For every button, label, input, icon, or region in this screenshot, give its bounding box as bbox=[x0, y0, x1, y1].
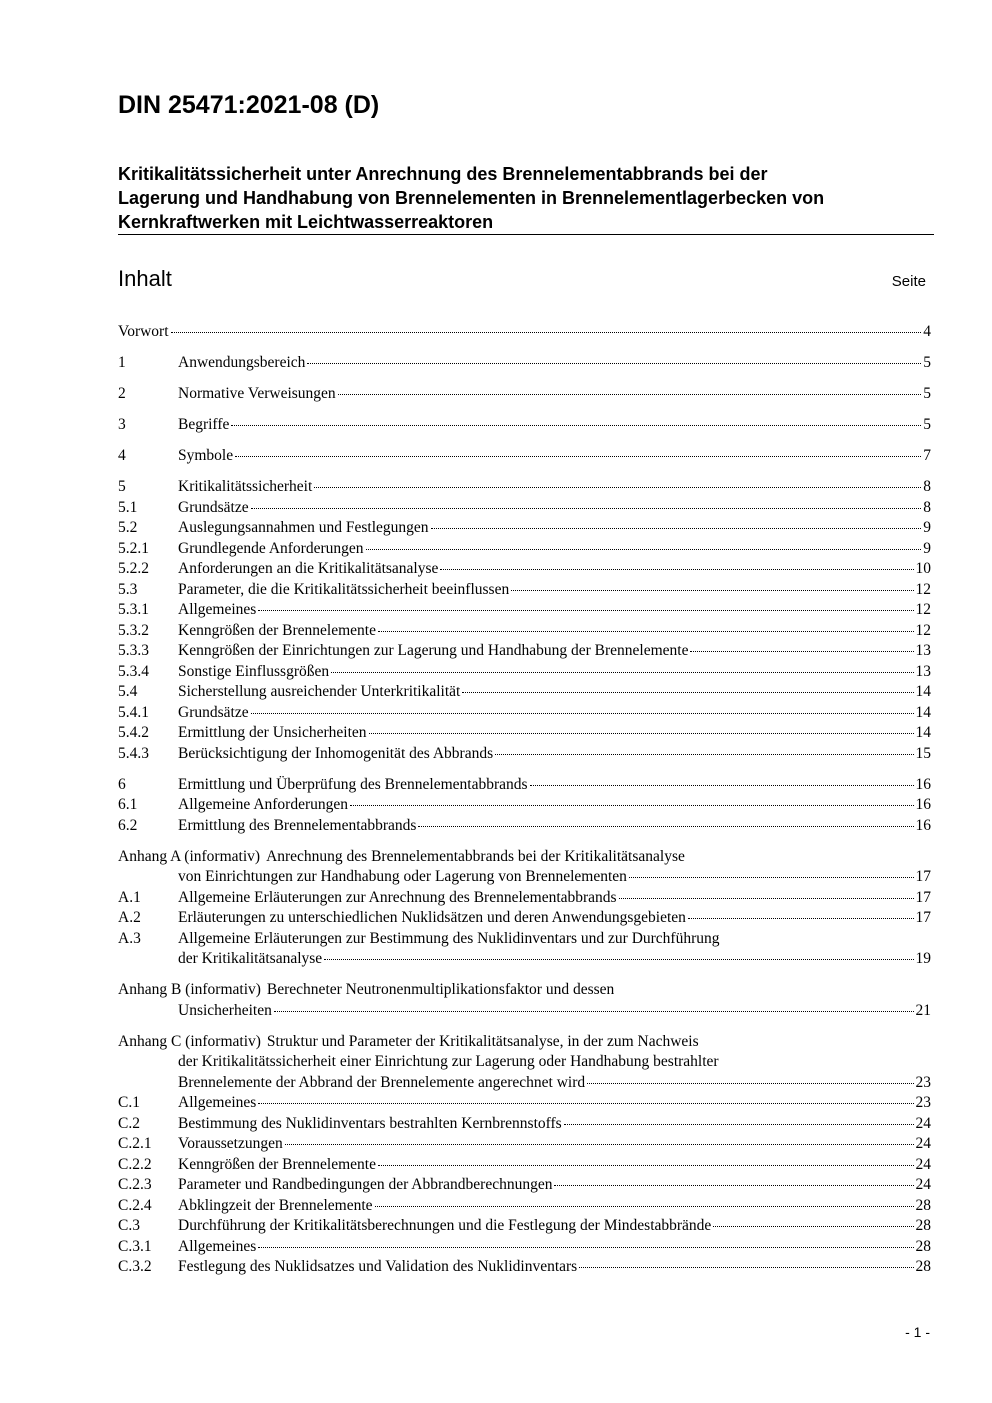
toc-entry-page: 14 bbox=[915, 683, 931, 700]
toc-entry[interactable] bbox=[118, 744, 931, 765]
toc-entry-label: Auslegungsannahmen und Festlegungen bbox=[178, 519, 429, 536]
toc-entry-page: 24 bbox=[915, 1114, 931, 1132]
toc-leader bbox=[369, 733, 914, 734]
toc-entry[interactable] bbox=[118, 518, 931, 539]
toc-entry-page: 12 bbox=[915, 621, 931, 639]
toc-entry[interactable] bbox=[118, 641, 931, 662]
toc-entry-number: 5 bbox=[118, 478, 126, 495]
toc-entry[interactable] bbox=[118, 723, 931, 744]
toc-entry-label: Kenngrößen der Einrichtungen zur Lagerung und Handhabung der Brennelemente bbox=[178, 642, 689, 659]
toc-entry-number: 5.4 bbox=[118, 683, 138, 700]
toc-entry-number: 6 bbox=[118, 775, 126, 793]
toc-entry-label: von Einrichtungen zur Handhabung oder Lagerung von Brennelementen bbox=[178, 868, 627, 885]
toc-entry-label: Anforderungen an die Kritikalitätsanalyse bbox=[178, 560, 439, 577]
toc-entry-label: Struktur und Parameter der Kritikalitätsanalyse, in der zum Nachweis bbox=[266, 1032, 699, 1050]
toc-entry[interactable] bbox=[118, 498, 931, 519]
toc-leader bbox=[375, 1206, 914, 1207]
toc-entry-label: Vorwort bbox=[118, 323, 169, 340]
toc-entry[interactable] bbox=[118, 1257, 931, 1278]
toc-entry-number: 5.3.4 bbox=[118, 662, 149, 680]
toc-leader bbox=[350, 805, 913, 806]
toc-entry-label: Berechneter Neutronenmultiplikationsfaktor und dessen bbox=[266, 981, 615, 998]
toc-entry[interactable] bbox=[118, 384, 931, 405]
toc-entry-label: Allgemeines bbox=[178, 1094, 257, 1111]
toc-entry-page: 23 bbox=[915, 1094, 931, 1111]
toc-leader bbox=[366, 549, 922, 550]
toc-entry-label: Sicherstellung ausreichender Unterkritikalität bbox=[178, 683, 461, 700]
toc-entry-label: Allgemeine Erläuterungen zur Anrechnung des Brennelementabbrands bbox=[178, 888, 617, 906]
toc-entry-label: Ermittlung und Überprüfung des Brennelementabbrands bbox=[178, 775, 528, 793]
toc-leader bbox=[274, 1011, 914, 1012]
document-title-line: Kernkraftwerken mit Leichtwasserreaktoren bbox=[118, 212, 494, 232]
toc-entry-label: Ermittlung der Unsicherheiten bbox=[178, 724, 367, 741]
toc-entry-label: Grundlegende Anforderungen bbox=[178, 539, 364, 557]
toc-entry-number: 6.1 bbox=[118, 796, 138, 813]
document-title bbox=[118, 162, 934, 234]
toc-entry-label: Grundsätze bbox=[178, 498, 249, 516]
toc-annex-prefix: Anhang C (informativ) bbox=[118, 1032, 261, 1050]
toc-entry-number: A.2 bbox=[118, 909, 141, 926]
document-header bbox=[118, 88, 934, 235]
toc-entry-page: 9 bbox=[923, 539, 931, 557]
toc-entry[interactable] bbox=[118, 1175, 931, 1196]
toc-entry-number: 5.4.1 bbox=[118, 703, 149, 721]
toc-heading-row bbox=[118, 266, 926, 292]
toc-entry-label: Parameter, die die Kritikalitätssicherheit beeinflussen bbox=[178, 580, 510, 598]
toc-entry[interactable] bbox=[118, 559, 931, 580]
toc-entry[interactable] bbox=[118, 775, 931, 796]
toc-leader bbox=[235, 456, 921, 457]
page-number: - 1 - bbox=[905, 1324, 930, 1340]
toc-entry-number: 3 bbox=[118, 416, 126, 433]
toc-entry-page: 16 bbox=[915, 796, 931, 813]
toc-entry[interactable] bbox=[118, 580, 931, 601]
toc-leader bbox=[258, 1103, 913, 1104]
toc-entry-label: Parameter und Randbedingungen der Abbrandberechnungen bbox=[178, 1176, 553, 1193]
toc-entry-label: Anwendungsbereich bbox=[178, 354, 306, 371]
toc-leader bbox=[378, 631, 914, 632]
toc-entry-label: Begriffe bbox=[178, 416, 230, 433]
toc-leader bbox=[418, 826, 913, 827]
toc-leader bbox=[690, 651, 913, 652]
toc-leader bbox=[579, 1267, 913, 1268]
toc-entry[interactable] bbox=[118, 600, 931, 621]
toc-leader bbox=[338, 394, 922, 395]
toc-leader bbox=[587, 1083, 913, 1084]
toc-leader bbox=[251, 713, 914, 714]
toc-entry[interactable] bbox=[118, 682, 931, 703]
toc-leader bbox=[440, 569, 913, 570]
toc-entry[interactable] bbox=[118, 1093, 931, 1114]
toc-entry-number: 6.2 bbox=[118, 816, 138, 834]
toc-entry-number: 4 bbox=[118, 447, 126, 464]
toc-entry[interactable] bbox=[118, 662, 931, 683]
toc-leader bbox=[511, 590, 913, 591]
toc-entry-number: 5.2.2 bbox=[118, 560, 149, 577]
toc-annex-prefix: Anhang B (informativ) bbox=[118, 981, 261, 998]
toc-entry-number: C.3 bbox=[118, 1217, 140, 1234]
toc-entry-number: C.2.2 bbox=[118, 1155, 152, 1173]
toc-page-label: Seite bbox=[891, 273, 926, 290]
toc-annex-a[interactable] bbox=[118, 847, 931, 888]
toc-entry-number: 5.1 bbox=[118, 498, 138, 516]
toc-entry-label: Berücksichtigung der Inhomogenität des Abbrands bbox=[178, 744, 494, 762]
toc-entry-label: Kritikalitätssicherheit bbox=[178, 478, 313, 495]
title-rule bbox=[118, 234, 934, 235]
toc-leader bbox=[688, 918, 914, 919]
toc-annex-c[interactable] bbox=[118, 1032, 931, 1094]
toc-entry-label: Normative Verweisungen bbox=[178, 385, 336, 402]
toc-entry[interactable] bbox=[118, 1134, 931, 1155]
toc-entry-page: 8 bbox=[923, 478, 931, 495]
toc-entry-vorwort[interactable] bbox=[118, 322, 931, 343]
toc-leader bbox=[564, 1124, 914, 1125]
toc-entry[interactable] bbox=[118, 703, 931, 724]
toc-entry-label: Kenngrößen der Brennelemente bbox=[178, 1155, 376, 1173]
toc-leader bbox=[251, 508, 922, 509]
toc-entry[interactable] bbox=[118, 888, 931, 909]
toc-entry-label: Abklingzeit der Brennelemente bbox=[178, 1196, 373, 1214]
toc-entry-page: 10 bbox=[915, 560, 931, 577]
toc-entry-label: Allgemeine Anforderungen bbox=[178, 796, 349, 813]
toc-entry-page: 12 bbox=[915, 580, 931, 598]
toc-entry-number: C.2 bbox=[118, 1114, 140, 1132]
toc-leader bbox=[530, 785, 914, 786]
toc-entry-page: 5 bbox=[923, 416, 931, 433]
toc-entry-number: 1 bbox=[118, 354, 126, 371]
toc-entry-label: Allgemeines bbox=[178, 1237, 257, 1255]
toc-entry-number: C.2.3 bbox=[118, 1176, 152, 1193]
toc-entry-label: Anrechnung des Brennelementabbrands bei der Kritikalitätsanalyse bbox=[266, 847, 685, 865]
toc-entry-page: 5 bbox=[923, 354, 931, 371]
toc-entry-page: 15 bbox=[915, 744, 931, 762]
toc-entry-label: Voraussetzungen bbox=[178, 1135, 283, 1152]
toc-entry-number: 5.4.3 bbox=[118, 744, 149, 762]
toc-entry[interactable] bbox=[118, 1114, 931, 1135]
toc-entry[interactable] bbox=[118, 908, 931, 929]
toc-entry-number: 5.3.1 bbox=[118, 601, 149, 618]
toc-entry[interactable] bbox=[118, 1196, 931, 1217]
toc-entry[interactable] bbox=[118, 1237, 931, 1258]
toc-entry-number: 5.2 bbox=[118, 519, 138, 536]
toc-entry-number: 5.3 bbox=[118, 580, 138, 598]
toc-leader bbox=[314, 487, 921, 488]
toc-leader bbox=[258, 610, 913, 611]
toc-entry-number: A.3 bbox=[118, 929, 141, 947]
toc-entry-page: 7 bbox=[923, 447, 931, 464]
toc-entry-page: 4 bbox=[923, 323, 931, 340]
document-title-line: Lagerung und Handhabung von Brennelementen in Brennelementlagerbecken von bbox=[118, 188, 825, 208]
toc-entry-label: Allgemeines bbox=[178, 601, 257, 618]
toc-entry-number: C.3.1 bbox=[118, 1237, 152, 1255]
toc-entry[interactable] bbox=[118, 446, 931, 467]
toc-entry-number: C.1 bbox=[118, 1094, 140, 1111]
toc-entry-page: 17 bbox=[915, 868, 931, 885]
toc-entry-label: Brennelemente der Abbrand der Brennelemente angerechnet wird bbox=[178, 1073, 586, 1091]
toc-entry-number: C.3.2 bbox=[118, 1258, 152, 1275]
toc-entry-page: 21 bbox=[915, 1001, 931, 1019]
toc-entry-page: 12 bbox=[915, 601, 931, 618]
toc-entry-number: 5.3.3 bbox=[118, 642, 149, 659]
toc-leader bbox=[171, 332, 922, 333]
toc-leader bbox=[431, 528, 922, 529]
toc-entry-label: Festlegung des Nuklidsatzes und Validation des Nuklidinventars bbox=[178, 1258, 578, 1275]
toc-entry-page: 19 bbox=[915, 950, 931, 967]
toc-entry-page: 24 bbox=[915, 1135, 931, 1152]
toc-entry-label: Symbole bbox=[178, 447, 234, 464]
toc-entry-label: Allgemeine Erläuterungen zur Bestimmung des Nuklidinventars und zur Durchführung bbox=[178, 929, 720, 947]
toc-entry-page: 28 bbox=[915, 1196, 931, 1214]
toc-entry[interactable] bbox=[118, 1216, 931, 1237]
toc-entry-label: Durchführung der Kritikalitätsberechnungen und die Festlegung der Mindestabbrände bbox=[178, 1217, 712, 1234]
toc-entry-number: 2 bbox=[118, 385, 126, 402]
toc-entry-page: 28 bbox=[915, 1237, 931, 1255]
toc-entry-page: 14 bbox=[915, 724, 931, 741]
toc-leader bbox=[258, 1247, 913, 1248]
toc-entry-page: 13 bbox=[915, 642, 931, 659]
table-of-contents bbox=[118, 322, 931, 1278]
toc-leader bbox=[378, 1165, 914, 1166]
toc-annex-b[interactable] bbox=[118, 980, 931, 1021]
toc-entry[interactable] bbox=[118, 477, 931, 498]
toc-entry-page: 17 bbox=[915, 888, 931, 906]
toc-entry-page: 16 bbox=[915, 816, 931, 834]
toc-entry-label: Unsicherheiten bbox=[178, 1001, 272, 1019]
toc-leader bbox=[495, 754, 913, 755]
toc-entry-page: 8 bbox=[923, 498, 931, 516]
toc-entry-label: Grundsätze bbox=[178, 703, 249, 721]
toc-entry-label: Ermittlung des Brennelementabbrands bbox=[178, 816, 417, 834]
toc-leader bbox=[713, 1226, 913, 1227]
toc-entry-number: A.1 bbox=[118, 888, 141, 906]
toc-entry-number: C.2.1 bbox=[118, 1135, 152, 1152]
toc-entry-page: 24 bbox=[915, 1176, 931, 1193]
toc-entry-number: 5.2.1 bbox=[118, 539, 149, 557]
toc-entry-page: 9 bbox=[923, 519, 931, 536]
toc-entry[interactable] bbox=[118, 539, 931, 560]
toc-entry[interactable] bbox=[118, 353, 931, 374]
document-number: DIN 25471:2021-08 (D) bbox=[118, 91, 380, 119]
toc-leader bbox=[331, 672, 913, 673]
toc-entry-page: 28 bbox=[915, 1258, 931, 1275]
toc-entry-page: 14 bbox=[915, 703, 931, 721]
toc-entry[interactable] bbox=[118, 621, 931, 642]
toc-entry-page: 23 bbox=[915, 1073, 931, 1091]
toc-entry-page: 28 bbox=[915, 1217, 931, 1234]
toc-entry-page: 5 bbox=[923, 385, 931, 402]
document-title-line: Kritikalitätssicherheit unter Anrechnung des Brennelementabbrands bei der bbox=[118, 164, 768, 184]
toc-entry-number: 5.4.2 bbox=[118, 724, 149, 741]
toc-entry-label: Kenngrößen der Brennelemente bbox=[178, 621, 376, 639]
toc-entry[interactable] bbox=[118, 795, 931, 816]
toc-entry[interactable] bbox=[118, 816, 931, 837]
toc-annex-prefix: Anhang A (informativ) bbox=[118, 847, 261, 865]
toc-entry-label: der Kritikalitätssicherheit einer Einrichtung zur Lagerung oder Handhabung bestrahlter bbox=[178, 1053, 719, 1070]
toc-leader bbox=[307, 363, 921, 364]
toc-entry-label: Bestimmung des Nuklidinventars bestrahlten Kernbrennstoffs bbox=[178, 1114, 562, 1132]
toc-heading: Inhalt bbox=[118, 266, 172, 291]
toc-entry-number: C.2.4 bbox=[118, 1196, 152, 1214]
toc-entry-label: Sonstige Einflussgrößen bbox=[178, 662, 330, 680]
toc-entry-page: 16 bbox=[915, 775, 931, 793]
toc-entry[interactable] bbox=[118, 415, 931, 436]
toc-entry-label: der Kritikalitätsanalyse bbox=[178, 950, 323, 967]
toc-entry-page: 24 bbox=[915, 1155, 931, 1173]
toc-entry-page: 13 bbox=[915, 662, 931, 680]
toc-leader bbox=[324, 959, 913, 960]
toc-entry-page: 17 bbox=[915, 909, 931, 926]
toc-leader bbox=[462, 692, 913, 693]
toc-entry-label: Erläuterungen zu unterschiedlichen Nuklidsätzen und deren Anwendungsgebieten bbox=[178, 909, 686, 926]
toc-leader bbox=[231, 425, 921, 426]
toc-entry-number: 5.3.2 bbox=[118, 621, 149, 639]
toc-leader bbox=[619, 898, 914, 899]
toc-entry[interactable] bbox=[118, 1155, 931, 1176]
toc-leader bbox=[629, 877, 914, 878]
toc-entry-a3[interactable] bbox=[118, 929, 931, 970]
toc-leader bbox=[285, 1144, 914, 1145]
toc-leader bbox=[554, 1185, 913, 1186]
